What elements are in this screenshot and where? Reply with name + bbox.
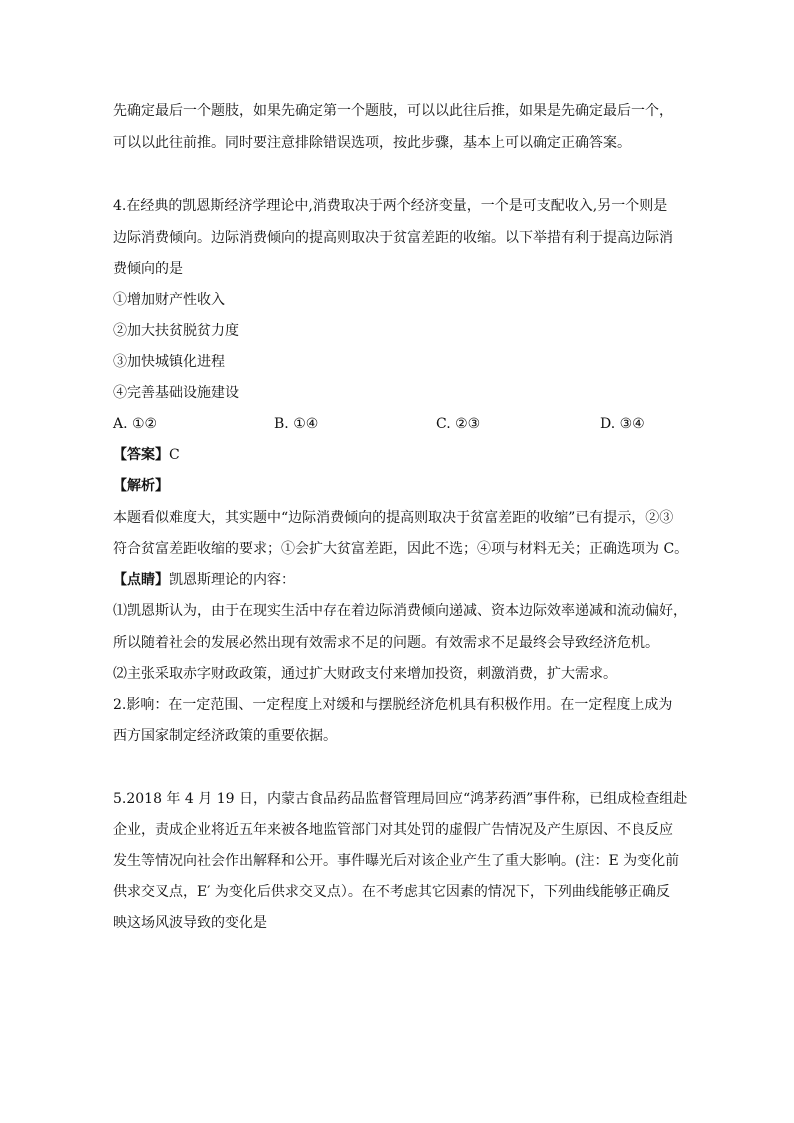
analysis-line-2: 符合贫富差距收缩的要求；①会扩大贫富差距，因此不选；④项与材料无关；正确选项为 C。 [113,541,689,557]
q4-item-2: ②加大扶贫脱贫力度 [113,323,239,339]
intro-line-1: 先确定最后一个题肢，如果先确定第一个题肢，可以以此往后推，如果是先确定最后一个， [113,103,673,119]
point-line-5: 西方国家制定经济政策的重要依据。 [113,728,337,744]
answer-value: C [169,447,180,463]
point-heading [113,570,295,590]
q4-option-a: A. ①② [113,416,158,432]
q4-answer [113,445,180,465]
q4-item-1: ①增加财产性收入 [113,292,225,308]
q4-stem-line-2: 边际消费倾向。边际消费倾向的提高则取决于贫富差距的收缩。以下举措有利于提高边际消 [113,230,673,246]
q4-option-b: B. ①④ [274,416,319,432]
q5-stem-line-5: 映这场风波导致的变化是 [113,915,267,931]
point-line-4: 2.影响：在一定范围、一定程度上对缓和与摆脱经济危机具有积极作用。在一定程度上成为 [113,697,673,713]
point-title: 凯恩斯理论的内容： [169,572,295,588]
point-line-2: 所以随着社会的发展必然出现有效需求不足的问题。有效需求不足最终会导致经济危机。 [113,635,659,651]
q5-stem-line-1: 5.2018 年 4 月 19 日，内蒙古食品药品监督管理局回应“鸿茅药酒”事件称，已组成检查组赴 [113,791,688,807]
q4-stem-line-3: 费倾向的是 [113,261,183,277]
q5-stem-line-2: 企业，责成企业将近五年来被各地监管部门对其处罚的虚假广告情况及产生原因、不良反应 [113,822,673,838]
q4-item-4: ④完善基础设施建设 [113,385,239,401]
q5-stem-line-4: 供求交叉点，E′ 为变化后供求交叉点）。在不考虑其它因素的情况下，下列曲线能够正确反 [113,884,670,900]
q5-stem-line-3: 发生等情况向社会作出解释和公开。事件曝光后对该企业产生了重大影响。(注：E 为变化前 [113,853,680,869]
q4-stem-line-1: 4.在经典的凯恩斯经济学理论中,消费取决于两个经济变量，一个是可支配收入,另一个则是 [113,198,668,214]
analysis-line-1: 本题看似难度大，其实题中“边际消费倾向的提高则取决于贫富差距的收缩”已有提示，②③ [113,510,674,526]
q4-option-d: D. ③④ [600,416,645,432]
point-line-3: ⑵主张采取赤字财政政策，通过扩大财政支付来增加投资，刺激消费，扩大需求。 [113,666,617,682]
answer-label: 【答案】 [113,447,169,463]
q4-option-c: C. ②③ [436,416,481,432]
q4-item-3: ③加快城镇化进程 [113,354,225,370]
analysis-label: 【解析】 [113,478,169,494]
point-label: 【点睛】 [113,572,169,588]
intro-line-2: 可以以此往前推。同时要注意排除错误选项，按此步骤，基本上可以确定正确答案。 [113,135,631,151]
point-line-1: ⑴凯恩斯认为，由于在现实生活中存在着边际消费倾向递减、资本边际效率递减和流动偏好， [113,603,687,619]
